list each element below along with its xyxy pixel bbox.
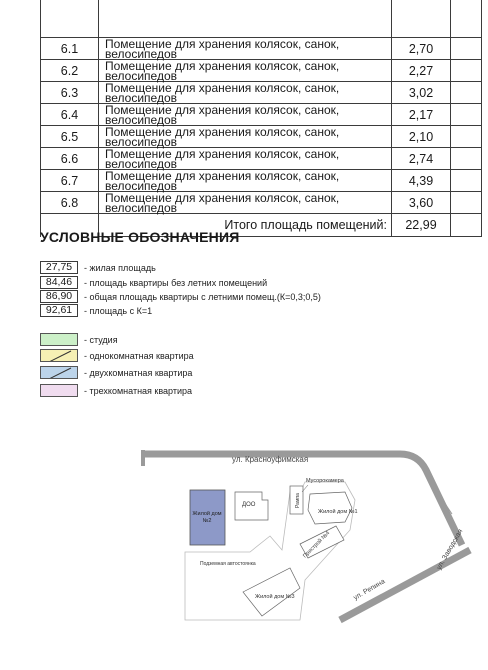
table-row (41, 192, 482, 214)
legend-color-swatch (40, 349, 78, 362)
cell-blank (451, 126, 482, 148)
legend-value-row (40, 276, 267, 289)
table-row (41, 170, 482, 192)
doo-label: ДОО (242, 502, 256, 508)
cell-name: Помещение для хранения колясок, санок, велосипедов (99, 60, 392, 82)
legend-value-row (40, 261, 156, 274)
total-label: Итого площадь помещений: (99, 214, 392, 237)
cell-blank (451, 214, 482, 237)
legend-color-swatch (40, 366, 78, 379)
table-row (41, 38, 482, 60)
cell-blank (451, 192, 482, 214)
cell-area (392, 0, 451, 38)
cell-area: 3,60 (392, 192, 451, 214)
legend-value-row (40, 290, 321, 303)
cell-name: Помещение для хранения колясок, санок, велосипедов (99, 38, 392, 60)
rampa-label: Рампа (295, 493, 301, 508)
legend-color-swatch (40, 384, 78, 397)
legend-color-row (40, 384, 192, 397)
legend-color-row (40, 366, 192, 379)
cell-name: Помещение для хранения колясок, санок, велосипедов (99, 104, 392, 126)
cell-num: 6.7 (41, 170, 99, 192)
legend-value-text: - площадь квартиры без летних помещений (84, 277, 268, 288)
cell-name: Помещение для хранения колясок, санок, велосипедов (99, 192, 392, 214)
legend-color-row (40, 349, 194, 362)
pristroy-label: Пристрой №4 (302, 530, 332, 560)
street-zavodskaya-label: ул. Заводская (435, 528, 465, 571)
rooms-table (40, 0, 482, 237)
cell-num: 6.2 (41, 60, 99, 82)
cell-name (99, 0, 392, 38)
cell-blank (451, 104, 482, 126)
table-row (41, 126, 482, 148)
cell-area: 2,70 (392, 38, 451, 60)
cell-num: 6.4 (41, 104, 99, 126)
legend-color-row (40, 333, 118, 346)
table-row (41, 148, 482, 170)
house-2-label: Жилой дом (192, 511, 222, 517)
rooms-table-container (40, 0, 472, 237)
legend-color-text: - студия (84, 334, 118, 345)
cell-blank (451, 38, 482, 60)
cell-num: 6.8 (41, 192, 99, 214)
legend-value-box: 92,61 (40, 304, 78, 317)
cell-area: 4,39 (392, 170, 451, 192)
cell-num: 6.5 (41, 126, 99, 148)
legend-value-box: 27,75 (40, 261, 78, 274)
cell-area: 2,74 (392, 148, 451, 170)
legend-value-box: 84,46 (40, 276, 78, 289)
cell-name: Помещение для хранения колясок, санок, велосипедов (99, 148, 392, 170)
cell-num: 6.1 (41, 38, 99, 60)
cell-num: 6.3 (41, 82, 99, 104)
parking-label: Подземная автостоянка (200, 561, 256, 567)
cell-blank (451, 60, 482, 82)
svg-text:№2: №2 (202, 518, 212, 524)
legend-title: УСЛОВНЫЕ ОБОЗНАЧЕНИЯ (40, 229, 240, 245)
site-plan-map (0, 440, 488, 670)
street-krasnoufimskaya-label: ул. Красноуфимская (232, 455, 309, 464)
house-1-block (308, 492, 352, 524)
cell-area: 3,02 (392, 82, 451, 104)
cell-num: 6.6 (41, 148, 99, 170)
table-row (41, 0, 482, 38)
cell-blank (451, 82, 482, 104)
cell-area: 2,10 (392, 126, 451, 148)
cell-area: 2,17 (392, 104, 451, 126)
cell-blank (451, 0, 482, 38)
legend-color-text: - однокомнатная квартира (84, 350, 194, 361)
musor-label: Мусорокамера (306, 478, 344, 484)
legend-value-text: - площадь с К=1 (84, 305, 153, 316)
cell-area: 2,27 (392, 60, 451, 82)
cell-blank (451, 170, 482, 192)
cell-name: Помещение для хранения колясок, санок, велосипедов (99, 170, 392, 192)
house-3-block (243, 568, 300, 616)
house-1-label: Жилой дом №1 (318, 509, 358, 515)
house-3-label: Жилой дом №3 (255, 594, 295, 600)
legend-value-text: - жилая площадь (84, 262, 156, 273)
table-row (41, 60, 482, 82)
legend-color-text: - двухкомнатная квартира (84, 367, 193, 378)
street-repina-label: ул. Репина (352, 578, 387, 602)
street-repina (340, 550, 470, 620)
cell-name: Помещение для хранения колясок, санок, велосипедов (99, 126, 392, 148)
legend-color-text: - трехкомнатная квартира (84, 385, 193, 396)
legend-color-swatch (40, 333, 78, 346)
table-row (41, 104, 482, 126)
table-row (41, 82, 482, 104)
cell-blank (451, 148, 482, 170)
cell-name: Помещение для хранения колясок, санок, велосипедов (99, 82, 392, 104)
legend-value-text: - общая площадь квартиры с летними помещ.(К=0,3;0,5) (84, 291, 321, 302)
legend-value-box: 86,90 (40, 290, 78, 303)
legend-value-row (40, 304, 152, 317)
cell-num (41, 0, 99, 38)
total-value: 22,99 (392, 214, 451, 237)
